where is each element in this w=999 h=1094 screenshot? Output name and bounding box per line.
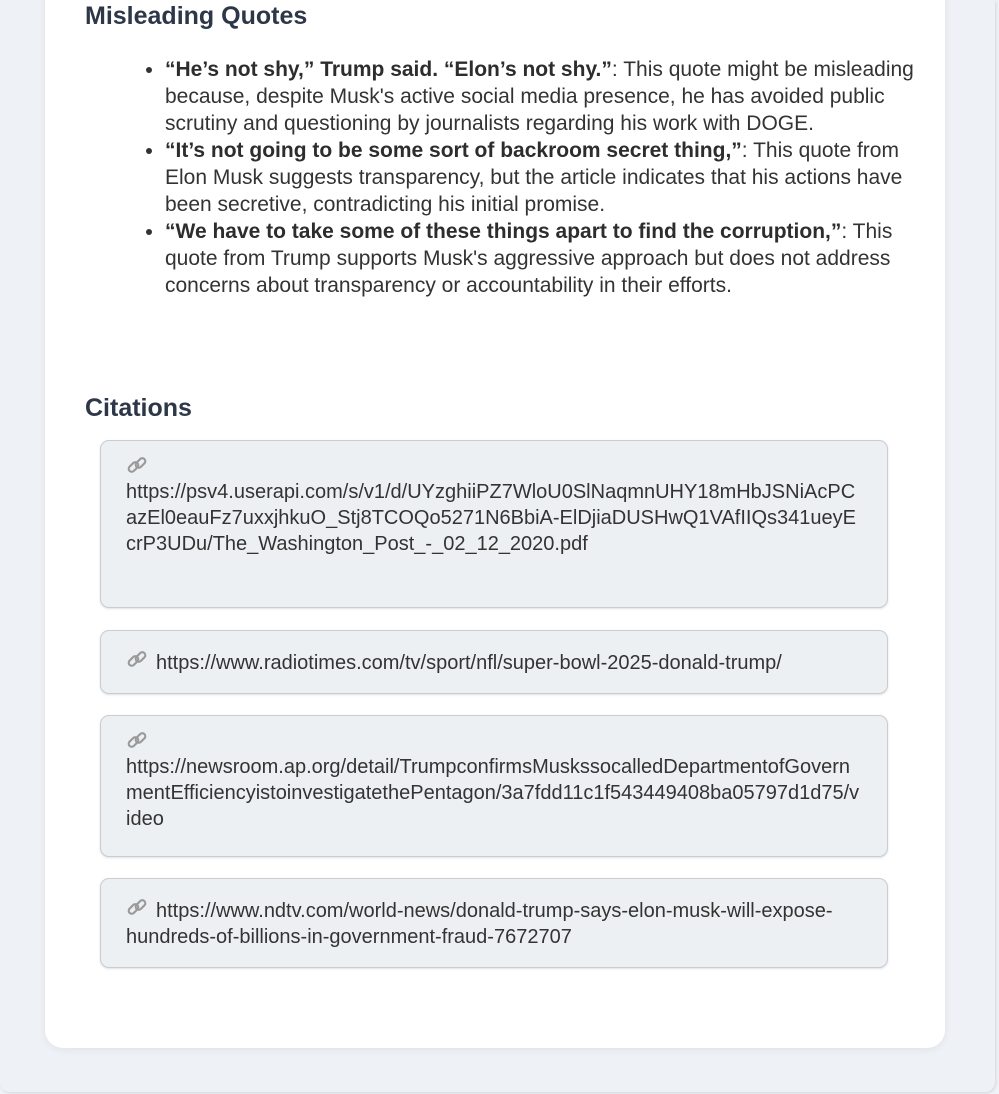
quote-text: “We have to take some of these things apart to find the corruption,” — [165, 220, 842, 243]
citation-item[interactable] — [100, 630, 888, 694]
quote-item — [165, 137, 925, 218]
citations-heading: Citations — [85, 394, 192, 422]
misleading-quotes-list — [125, 56, 925, 299]
quote-explanation: : This quote from Elon Musk suggests transparency, but the article indicates that his actions have been secretive, contradicting his initial promise. — [165, 139, 903, 216]
link-icon — [126, 457, 150, 479]
quote-explanation: : This quote from Trump supports Musk's aggressive approach but does not address concerns about transparency or accountability in their efforts. — [165, 220, 893, 297]
quote-explanation: : This quote might be misleading because, despite Musk's active social media presence, he has avoided public scrutiny and questioning by journalists regarding his work with DOGE. — [165, 58, 914, 135]
quote-text: “It’s not going to be some sort of backroom secret thing,” — [165, 139, 742, 162]
citation-link[interactable]: https://newsroom.ap.org/detail/TrumpconfirmsMuskssocalledDepartmentofGovernmentEfficiencyistoinvestigatethePentagon/3a7fdd11c1f543449408ba05797d1d75/video — [126, 756, 860, 830]
misleading-quotes-heading: Misleading Quotes — [85, 2, 308, 30]
report-card — [45, 0, 945, 1048]
citation-item[interactable] — [100, 878, 888, 968]
link-icon — [126, 899, 150, 919]
citation-link[interactable]: https://www.radiotimes.com/tv/sport/nfl/super-bowl-2025-donald-trump/ — [156, 652, 782, 674]
citation-item[interactable] — [100, 715, 888, 857]
citation-link[interactable]: https://www.ndtv.com/world-news/donald-trump-says-elon-musk-will-expose-hundreds-of-billions-in-government-fraud-7672707 — [126, 900, 833, 948]
citation-link[interactable]: https://psv4.userapi.com/s/v1/d/UYzghiiPZ7WloU0SlNaqmnUHY18mHbJSNiAcPCazEl0eauFz7uxxjhkuO_Stj8TCOQo5271N6BbiA-ElDjiaDUSHwQ1VAfIIQs341ueyEcrP3UDu/The_Washington_Post_-_02_12_2020.pdf — [126, 481, 856, 555]
link-icon — [126, 732, 150, 754]
quote-item — [165, 56, 925, 137]
quote-item — [165, 218, 925, 299]
link-icon — [126, 651, 150, 671]
citation-item[interactable] — [100, 440, 888, 608]
quote-text: “He’s not shy,” Trump said. “Elon’s not shy.” — [165, 58, 612, 81]
